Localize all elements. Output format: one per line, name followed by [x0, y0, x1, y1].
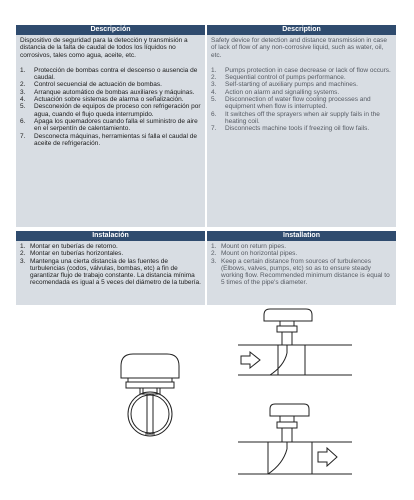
installation-list-en	[211, 243, 392, 287]
list-item-text: Actuación sobre sistemas de alarma o señalización.	[34, 96, 184, 104]
list-item-number: 1.	[211, 66, 217, 74]
list-item-text: Sequential control of pumps performance.	[225, 74, 346, 82]
description-en-column	[207, 35, 396, 227]
list-item-number: 3.	[20, 88, 26, 96]
installation-en-column	[207, 241, 396, 305]
list-item	[20, 133, 201, 148]
front-view-diagram	[121, 354, 179, 436]
list-item	[20, 258, 201, 287]
list-item-text: Apaga los quemadores cuando falla el suministro de aire en el serpentín de calentamiento.	[34, 117, 198, 133]
description-list-en	[211, 67, 392, 133]
list-item-number: 5.	[211, 96, 217, 104]
list-item	[20, 250, 201, 257]
list-item-number: 4.	[211, 88, 217, 96]
description-header-es: Descripción	[16, 25, 205, 35]
description-intro-en: Safety device for detection and distance transmission in case of lack of flow of any non-corrosive liquid, such as water, oil, etc.	[211, 37, 387, 59]
list-item-text: Mount on horizontal pipes.	[221, 250, 298, 258]
list-item-text: Desconecta máquinas, herramientas si falla el caudal de aceite de refrigeración.	[34, 132, 197, 147]
description-header-en: Description	[207, 25, 396, 35]
list-item	[20, 81, 201, 88]
installation-header-en: Installation	[207, 231, 396, 241]
list-item	[20, 89, 201, 96]
installation-es-column	[16, 241, 205, 305]
list-item	[211, 89, 392, 96]
list-item	[20, 118, 201, 133]
description-list-es	[20, 67, 201, 147]
description-body	[16, 35, 396, 227]
list-item-number: 4.	[20, 96, 26, 104]
list-item-number: 7.	[20, 132, 26, 140]
list-item-text: Mantenga una cierta distancia de las fuentes de turbulencias (codos, válvulas, bombas, etc) a fin de garantizar flujo de trabajo constante. La distancia mínima recomendada es igual a 5 veces del diámetro de la tubería.	[30, 257, 201, 287]
description-section	[16, 25, 396, 227]
list-item-number: 1.	[20, 66, 26, 74]
list-item-number: 6.	[211, 110, 217, 118]
list-item-number: 2.	[20, 250, 26, 258]
list-item	[20, 243, 201, 250]
list-item-text: Protección de bombas contra el descenso o ausencia de caudal.	[34, 66, 198, 82]
list-item-number: 3.	[211, 81, 217, 89]
list-item	[211, 250, 392, 257]
list-item	[211, 243, 392, 250]
list-item-text: Disconnects machine tools if freezing oil flow fails.	[225, 125, 370, 133]
description-intro-es: Dispositivo de seguridad para la detección y transmisión a distancia de la falta de caudal de todos los líquidos no corrosivos, tales como agua, aceite, etc.	[20, 37, 188, 59]
mounting-diagrams	[0, 306, 414, 500]
list-item-text: Desconexión de equipos de proceso con refrigeración por agua, cuando el flujo queda interrumpido.	[34, 103, 201, 118]
installation-list-es	[20, 243, 201, 287]
description-es-column	[16, 35, 205, 227]
list-item-text: Mount on return pipes.	[221, 243, 287, 250]
list-item	[211, 258, 392, 287]
list-item-number: 2.	[20, 81, 26, 89]
description-header-row	[16, 25, 396, 35]
list-item-number: 1.	[20, 243, 26, 250]
list-item	[211, 111, 392, 126]
list-item-text: Montar en tuberías horizontales.	[30, 250, 124, 258]
list-item-text: Arranque automático de bombas auxiliares y máquinas.	[34, 88, 195, 96]
side-view-diagram-top	[238, 309, 352, 375]
list-item-number: 7.	[211, 125, 217, 133]
list-item-text: Keep a certain distance from sources of turbulences (Elbows, valves, pumps, etc) so as to ensure steady working flow. Recommended minimum distance is equal to 5 times of the pipe's diameter.	[221, 257, 390, 287]
list-item-text: It switches off the sprayers when air supply fails in the heating coil.	[225, 110, 380, 125]
list-item-text: Montar en tuberías de retorno.	[30, 243, 118, 250]
list-item	[211, 67, 392, 74]
list-item	[211, 74, 392, 81]
installation-section	[16, 231, 396, 305]
list-item	[211, 125, 392, 132]
list-item	[20, 103, 201, 118]
list-item	[211, 81, 392, 88]
list-item	[211, 96, 392, 111]
installation-body	[16, 241, 396, 305]
list-item-text: Self-starting of auxiliary pumps and machines.	[225, 81, 358, 89]
list-item-number: 3.	[20, 257, 26, 265]
list-item	[20, 96, 201, 103]
list-item-number: 5.	[20, 103, 26, 111]
list-item	[20, 67, 201, 82]
installation-header-row	[16, 231, 396, 241]
side-view-diagram-bottom	[238, 404, 352, 474]
list-item-text: Disconnection of water flow cooling processes and equipment when flow is interrupted.	[225, 96, 371, 111]
list-item-number: 6.	[20, 117, 26, 125]
installation-header-es: Instalación	[16, 231, 205, 241]
list-item-text: Control secuencial de actuación de bombas.	[34, 81, 162, 89]
list-item-text: Pumps protection in case decrease or lack of flow occurs.	[225, 66, 391, 74]
list-item-number: 2.	[211, 74, 217, 82]
list-item-number: 2.	[211, 250, 217, 258]
list-item-number: 1.	[211, 243, 217, 250]
list-item-number: 3.	[211, 257, 217, 265]
list-item-text: Action on alarm and signalling systems.	[225, 88, 340, 96]
